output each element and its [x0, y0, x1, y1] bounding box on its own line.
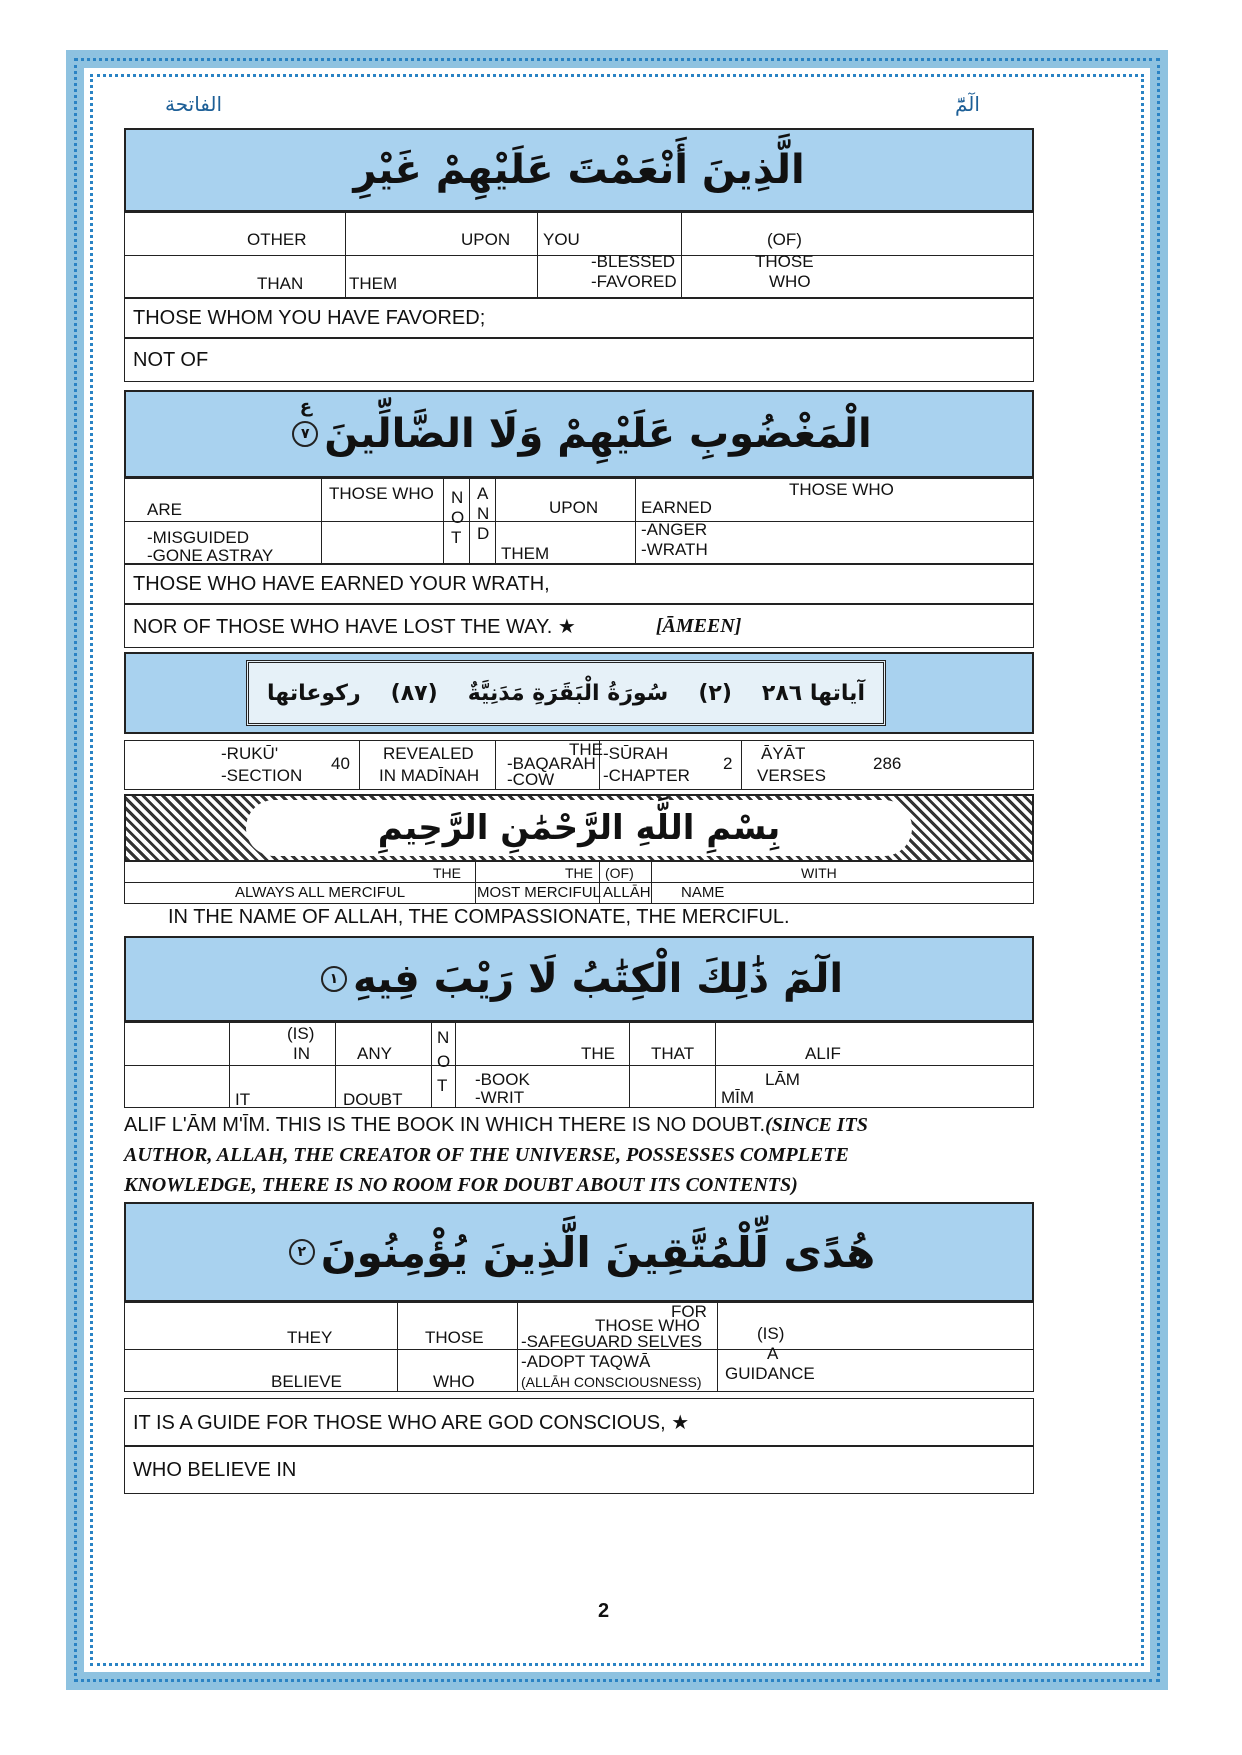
translation-line	[124, 604, 1034, 648]
gloss: -WRIT	[475, 1088, 525, 1107]
gloss: -FAVORED	[591, 272, 677, 291]
bismillah-translation: IN THE NAME OF ALLAH, THE COMPASSIONATE, THE MERCIFUL.	[168, 906, 790, 928]
surah-number: (٢)	[698, 680, 732, 706]
gloss: (IS)	[287, 1024, 315, 1043]
info: -COW	[507, 770, 555, 789]
info: 40	[331, 754, 350, 773]
gloss: MOST MERCIFUL	[477, 884, 601, 901]
surah-info-grid	[124, 740, 1034, 790]
gloss: YOU	[543, 230, 580, 249]
surah-name: سُورَةُ الْبَقَرَةِ مَدَنِيَّةٌ	[467, 680, 669, 706]
header-left: الفاتحة	[165, 94, 223, 116]
translation-line: WHO BELIEVE IN	[124, 1446, 1034, 1494]
arabic-band-1	[124, 128, 1034, 212]
gloss: THOSE	[425, 1328, 484, 1347]
gloss: NAME	[681, 884, 725, 901]
surah-ayat: آياتها ٢٨٦	[761, 680, 865, 706]
gloss: -ADOPT TAQWĀ	[521, 1352, 651, 1371]
gloss: N	[451, 488, 464, 507]
header-right: الٓمّٓ	[955, 94, 980, 116]
gloss: UPON	[461, 230, 511, 249]
gloss: -GONE ASTRAY	[147, 546, 274, 565]
gloss-grid-1	[124, 212, 1034, 298]
info: -CHAPTER	[603, 766, 690, 785]
gloss: WHO	[769, 272, 811, 291]
gloss: UPON	[549, 498, 599, 517]
gloss: BELIEVE	[271, 1372, 342, 1391]
gloss: THOSE WHO	[789, 480, 894, 499]
translation-italic: AUTHOR, ALLAH, THE CREATOR OF THE UNIVERSE, POSSESSES COMPLETE	[124, 1144, 849, 1166]
surah-cartouche	[246, 660, 886, 726]
gloss: FOR	[671, 1302, 707, 1321]
gloss: THOSE WHO	[595, 1316, 700, 1335]
surah-header-band	[124, 652, 1034, 734]
gloss: ARE	[147, 500, 182, 519]
info: VERSES	[757, 766, 826, 785]
gloss: THE	[565, 865, 593, 881]
gloss: O	[437, 1052, 451, 1071]
arabic-text: الَّذِينَ أَنْعَمْتَ عَلَيْهِمْ غَيْرِ	[353, 147, 805, 193]
gloss-grid-4	[124, 1302, 1034, 1392]
arabic-band-4	[124, 1202, 1034, 1302]
gloss: THEM	[349, 274, 398, 293]
bismillah-gloss-grid	[124, 862, 1034, 904]
gloss: THAT	[651, 1044, 695, 1063]
gloss: -ANGER	[641, 520, 708, 539]
info: REVEALED	[383, 744, 474, 763]
arabic-text: الْمَغْضُوبِ عَلَيْهِمْ وَلَا الضَّالِّينَ	[324, 411, 872, 457]
info: -SECTION	[221, 766, 303, 785]
translation-line: IT IS A GUIDE FOR THOSE WHO ARE GOD CONSCIOUS, ★	[124, 1398, 1034, 1446]
gloss: T	[437, 1076, 448, 1095]
gloss: ALIF	[805, 1044, 841, 1063]
info: IN MADĪNAH	[379, 766, 480, 785]
gloss: ALWAYS ALL MERCIFUL	[235, 884, 406, 901]
ruku-mark: ع	[299, 396, 312, 417]
gloss: -BLESSED	[591, 252, 676, 271]
translation-text: NOR OF THOSE WHO HAVE LOST THE WAY. ★	[133, 615, 576, 638]
gloss: D	[477, 524, 490, 543]
gloss: LĀM	[765, 1070, 800, 1089]
block3-translation	[124, 1110, 1034, 1200]
verse-number: ٢	[289, 1239, 315, 1265]
translation-italic: KNOWLEDGE, THERE IS NO ROOM FOR DOUBT ABOUT ITS CONTENTS)	[124, 1174, 798, 1196]
gloss: OTHER	[247, 230, 307, 249]
page-number: 2	[598, 1600, 610, 1622]
verse-number: ٧	[292, 421, 318, 447]
arabic-text: هُدًى لِّلْمُتَّقِينَ الَّذِينَ يُؤْمِنُونَ	[320, 1227, 876, 1277]
gloss: THE	[433, 865, 461, 881]
translation-line: THOSE WHOM YOU HAVE FAVORED;	[124, 298, 1034, 338]
gloss: T	[451, 528, 462, 547]
gloss: -SAFEGUARD SELVES	[521, 1332, 703, 1351]
gloss: ALLĀH	[603, 884, 651, 901]
bismillah-text: بِسْمِ اللَّهِ الرَّحْمَٰنِ الرَّحِيمِ	[246, 800, 912, 856]
info: -BAQARAH	[507, 754, 596, 773]
gloss: DOUBT	[343, 1090, 403, 1109]
gloss: THEY	[287, 1328, 333, 1347]
arabic-band-2	[124, 390, 1034, 478]
gloss: THOSE WHO	[329, 484, 434, 503]
gloss: N	[477, 504, 490, 523]
gloss: O	[451, 508, 465, 527]
gloss: THE	[581, 1044, 615, 1063]
gloss: -BOOK	[475, 1070, 530, 1089]
gloss-grid-2	[124, 478, 1034, 564]
gloss: IT	[235, 1090, 251, 1109]
gloss: WHO	[433, 1372, 475, 1391]
arabic-band-3	[124, 936, 1034, 1022]
surah-ruku: ركوعاتها	[267, 680, 361, 706]
gloss: A	[477, 484, 489, 503]
gloss: A	[767, 1344, 779, 1363]
gloss: -MISGUIDED	[147, 528, 249, 547]
gloss: (ALLĀH CONSCIOUSNESS)	[521, 1374, 702, 1390]
gloss: GUIDANCE	[725, 1364, 815, 1383]
gloss-grid-3	[124, 1022, 1034, 1108]
bismillah-panel	[124, 794, 1034, 862]
gloss: EARNED	[641, 498, 712, 517]
info: THE	[569, 740, 603, 759]
gloss: (OF)	[605, 865, 634, 881]
gloss: N	[437, 1028, 450, 1047]
gloss: ANY	[357, 1044, 392, 1063]
gloss: (IS)	[757, 1324, 785, 1343]
gloss: MĪM	[721, 1088, 755, 1107]
gloss: WITH	[801, 865, 837, 881]
translation-line: THOSE WHO HAVE EARNED YOUR WRATH,	[124, 564, 1034, 604]
info: 286	[873, 754, 902, 773]
gloss: THAN	[257, 274, 304, 293]
info: 2	[723, 754, 733, 773]
page-content	[124, 128, 1034, 1628]
verse-number: ١	[321, 966, 347, 992]
gloss: THEM	[501, 544, 550, 563]
ameen: [ĀMEEN]	[655, 614, 742, 637]
gloss: THOSE	[755, 252, 814, 271]
translation-text: ALIF L'ĀM M'ĪM. THIS IS THE BOOK IN WHICH THERE IS NO DOUBT.	[124, 1114, 766, 1136]
info: -SŪRAH	[603, 744, 669, 763]
gloss: IN	[293, 1044, 310, 1063]
gloss: -WRATH	[641, 540, 708, 559]
translation-line: NOT OF	[124, 338, 1034, 382]
surah-ruku-number: (٨٧)	[390, 680, 438, 706]
translation-italic: (SINCE ITS	[765, 1114, 868, 1136]
arabic-text: الٓمٓ ذَٰلِكَ الْكِتَٰبُ لَا رَيْبَ فِيهِ	[352, 956, 844, 1002]
info: -RUKŪ'	[221, 744, 279, 763]
info: ĀYĀT	[761, 744, 806, 763]
gloss: (OF)	[767, 230, 802, 249]
